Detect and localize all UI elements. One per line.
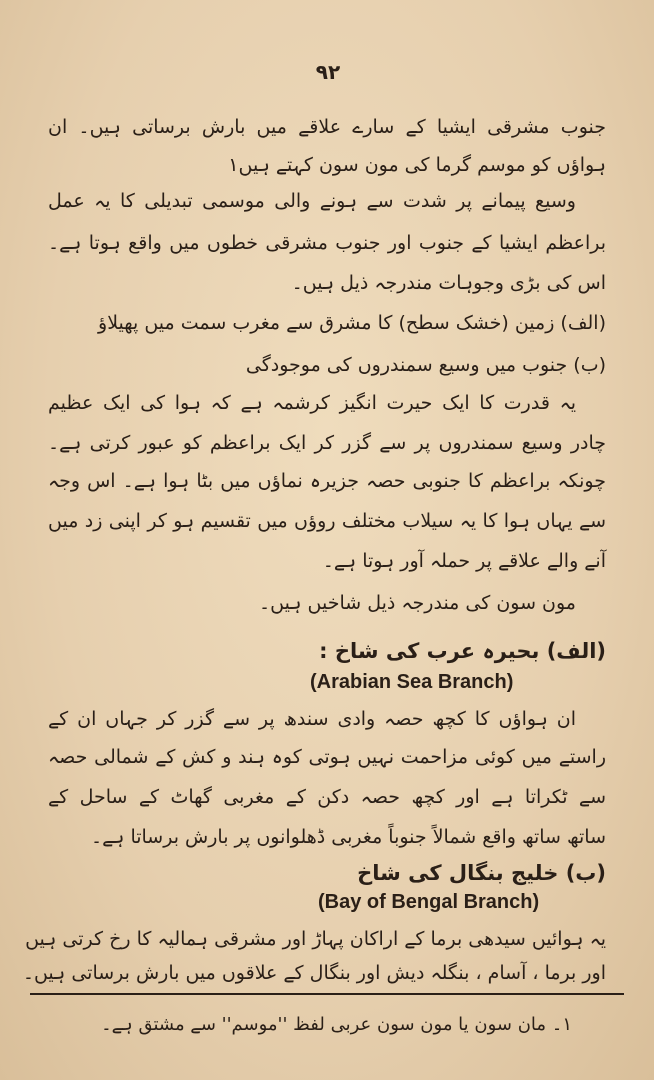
branch-b-english: (Bay of Bengal Branch) <box>318 891 540 913</box>
body-line: ساتھ ساتھ واقع شمالاً جنوباً مغربی ڈھلوانوں پر بارش برساتا ہے۔ <box>91 826 606 848</box>
footnote-divider <box>30 993 624 995</box>
branch-a-heading: (الف) بحیرہ عرب کی شاخ : <box>319 639 606 663</box>
footnote: ۱۔ مان سون یا مون سون عربی لفظ ''موسم'' سے مشتق ہے۔ <box>101 1014 572 1035</box>
body-line: ہواؤں کو موسم گرما کی مون سون کہتے ہیں۱ <box>228 154 606 176</box>
list-item-be: (ب) جنوب میں وسیع سمندروں کی موجودگی <box>245 354 606 376</box>
body-line: جنوب مشرقی ایشیا کے سارے علاقے میں بارش برساتی ہیں۔ ان <box>48 116 606 138</box>
body-line: اور برما ، آسام ، بنگلہ دیش اور بنگال کے علاقوں میں بارش برساتی ہیں۔ <box>22 962 606 984</box>
body-line: وسیع پیمانے پر شدت سے ہونے والی موسمی تبدیلی کا یہ عمل <box>48 190 576 212</box>
branch-a-english: (Arabian Sea Branch) <box>310 671 514 693</box>
body-line: اس کی بڑی وجوہات مندرجہ ذیل ہیں۔ <box>291 272 606 294</box>
body-line: ان ہواؤں کا کچھ حصہ وادی سندھ پر سے گزر کر جہاں ان کے <box>48 708 576 730</box>
body-line: یہ قدرت کا ایک حیرت انگیز کرشمہ ہے کہ ہوا کی ایک عظیم <box>48 392 576 414</box>
body-line: براعظم ایشیا کے جنوب اور جنوب مشرقی خطوں میں واقع ہوتا ہے۔ <box>48 232 606 254</box>
body-line: چونکہ براعظم کا جنوبی حصہ جزیرہ نماؤں میں بٹا ہوا ہے۔ اس وجہ <box>48 470 606 492</box>
body-line: مون سون کی مندرجہ ذیل شاخیں ہیں۔ <box>259 592 576 614</box>
body-line: یہ ہوائیں سیدھی برما کے اراکان پہاڑ اور مشرقی ہمالیہ کا رخ کرتی ہیں <box>25 928 606 950</box>
body-line: چادر وسیع سمندروں پر سے گزر کر ایک براعظم کو عبور کرتی ہے۔ <box>48 432 606 454</box>
body-line: راستے میں کوئی مزاحمت نہیں ہوتی کوہ ہند و کش کے شمالی حصہ <box>48 746 606 768</box>
body-line: سے یہاں ہوا کا یہ سیلاب مختلف روؤں میں تقسیم ہو کر اپنی زد میں <box>48 510 606 532</box>
list-item-alif: (الف) زمین (خشک سطح) کا مشرق سے مغرب سمت میں پھیلاؤ <box>98 312 606 334</box>
branch-b-heading: (ب) خلیج بنگال کی شاخ <box>357 861 606 885</box>
body-line: سے ٹکراتا ہے اور کچھ حصہ دکن کے مغربی گھاٹ کے ساحل کے <box>48 786 606 808</box>
page-number: ۹۲ <box>315 60 341 84</box>
body-line: آنے والے علاقے پر حملہ آور ہوتا ہے۔ <box>322 550 606 572</box>
